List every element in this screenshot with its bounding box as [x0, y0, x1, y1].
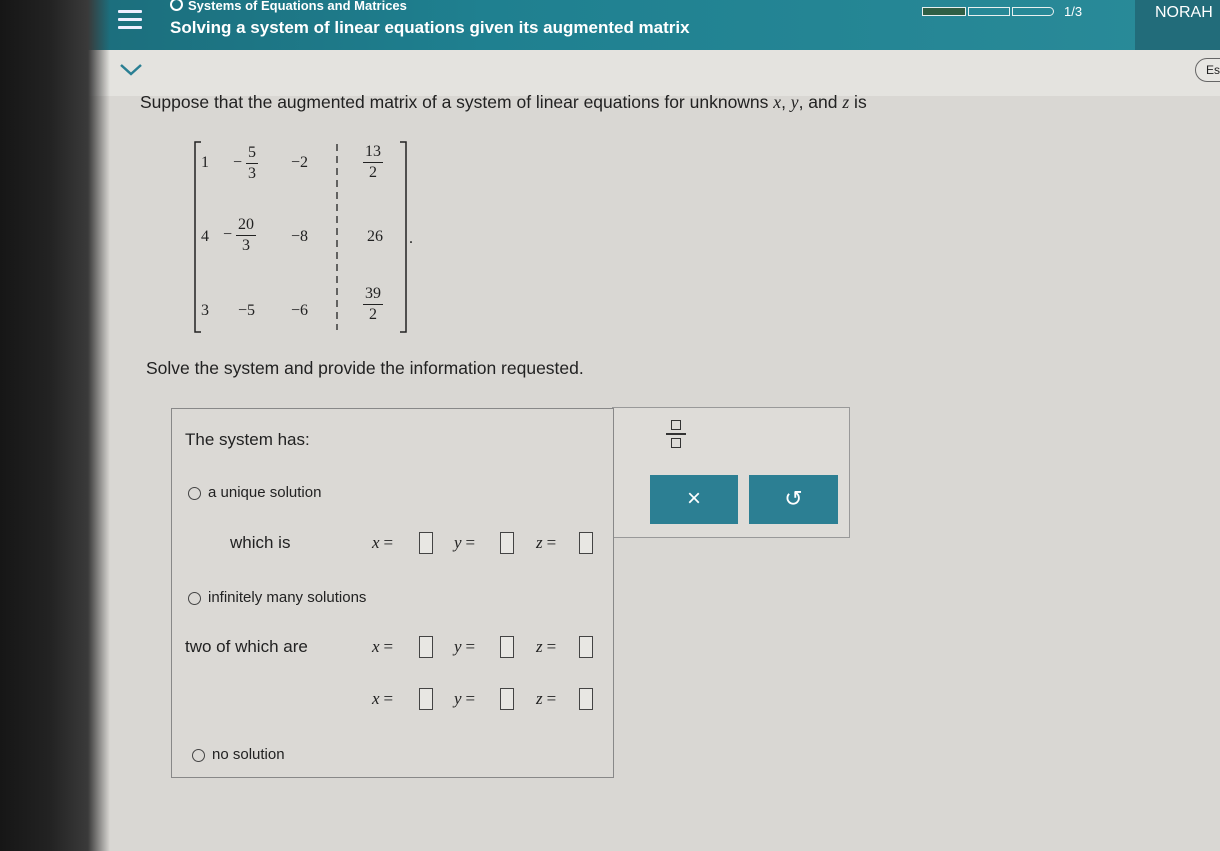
undo-button[interactable]: ↺: [749, 475, 838, 524]
eq-y-inf2: y =: [454, 689, 476, 708]
eq-x-inf1: x =: [372, 637, 394, 656]
topic-circle-icon: [170, 0, 183, 11]
user-name[interactable]: NORAH: [1135, 0, 1220, 50]
y-input-inf1[interactable]: [500, 636, 514, 658]
topic-label: Systems of Equations and Matrices: [170, 0, 407, 13]
sub-toolbar: [0, 50, 1220, 96]
radio-infinitely-many[interactable]: [188, 592, 201, 605]
left-dark-edge: [0, 0, 110, 851]
matrix-cell: −6: [291, 302, 309, 319]
eq-z-inf2: z =: [536, 689, 557, 708]
eq-y-inf1: y =: [454, 637, 476, 656]
radio-no-solution[interactable]: [192, 749, 205, 762]
matrix-cell: − $\frac{20}{3}$: [223, 216, 255, 254]
x-input-inf2[interactable]: [419, 688, 433, 710]
page-title: Solving a system of linear equations given its augmented matrix: [170, 18, 690, 37]
progress-bar: [922, 7, 1054, 16]
progress-count: 1/3: [1064, 4, 1083, 19]
radio-unique-solution[interactable]: [188, 487, 201, 500]
augmented-matrix: [193, 140, 415, 336]
matrix-cell: $\frac{39}{2}$: [365, 285, 381, 323]
spanish-toggle-button[interactable]: Es: [1195, 58, 1220, 82]
no-solution-label: no solution: [212, 746, 285, 763]
y-input-unique[interactable]: [500, 532, 514, 554]
progress-segment: [968, 7, 1010, 16]
eq-x-inf2: x =: [372, 689, 394, 708]
matrix-cell: − $\frac{5}{3}$: [233, 144, 257, 182]
z-input-unique[interactable]: [579, 532, 593, 554]
y-input-inf2[interactable]: [500, 688, 514, 710]
solve-instruction: Solve the system and provide the information requested.: [146, 358, 584, 378]
clear-button[interactable]: ×: [650, 475, 738, 524]
progress-segment-done: [922, 7, 966, 16]
matrix-cell: −5: [238, 302, 256, 319]
progress-segment: [1012, 7, 1054, 16]
matrix-cell: 1: [201, 154, 209, 171]
menu-icon[interactable]: [118, 10, 142, 30]
z-input-inf2[interactable]: [579, 688, 593, 710]
matrix-cell: 3: [201, 302, 209, 319]
z-input-inf1[interactable]: [579, 636, 593, 658]
unique-solution-label: a unique solution: [208, 484, 322, 501]
chevron-down-icon[interactable]: [118, 62, 144, 78]
matrix-cell: −8: [291, 228, 309, 245]
eq-x-unique: x =: [372, 533, 394, 552]
which-is-label: which is: [230, 533, 291, 552]
eq-z-inf1: z =: [536, 637, 557, 656]
matrix-cell: 4: [201, 228, 209, 245]
matrix-cell: −2: [291, 154, 309, 171]
header-bar: [0, 0, 1220, 50]
system-has-heading: The system has:: [185, 430, 310, 449]
problem-prompt: Suppose that the augmented matrix of a system of linear equations for unknowns x, y, and z is: [140, 92, 867, 112]
x-input-unique[interactable]: [419, 532, 433, 554]
matrix-cell: 26: [367, 228, 383, 245]
matrix-cell: $\frac{13}{2}$: [365, 143, 381, 181]
two-of-which-label: two of which are: [185, 637, 308, 656]
fraction-icon[interactable]: [666, 420, 686, 460]
x-input-inf1[interactable]: [419, 636, 433, 658]
eq-y-unique: y =: [454, 533, 476, 552]
infinitely-many-label: infinitely many solutions: [208, 589, 367, 606]
eq-z-unique: z =: [536, 533, 557, 552]
matrix-period: .: [409, 230, 413, 247]
